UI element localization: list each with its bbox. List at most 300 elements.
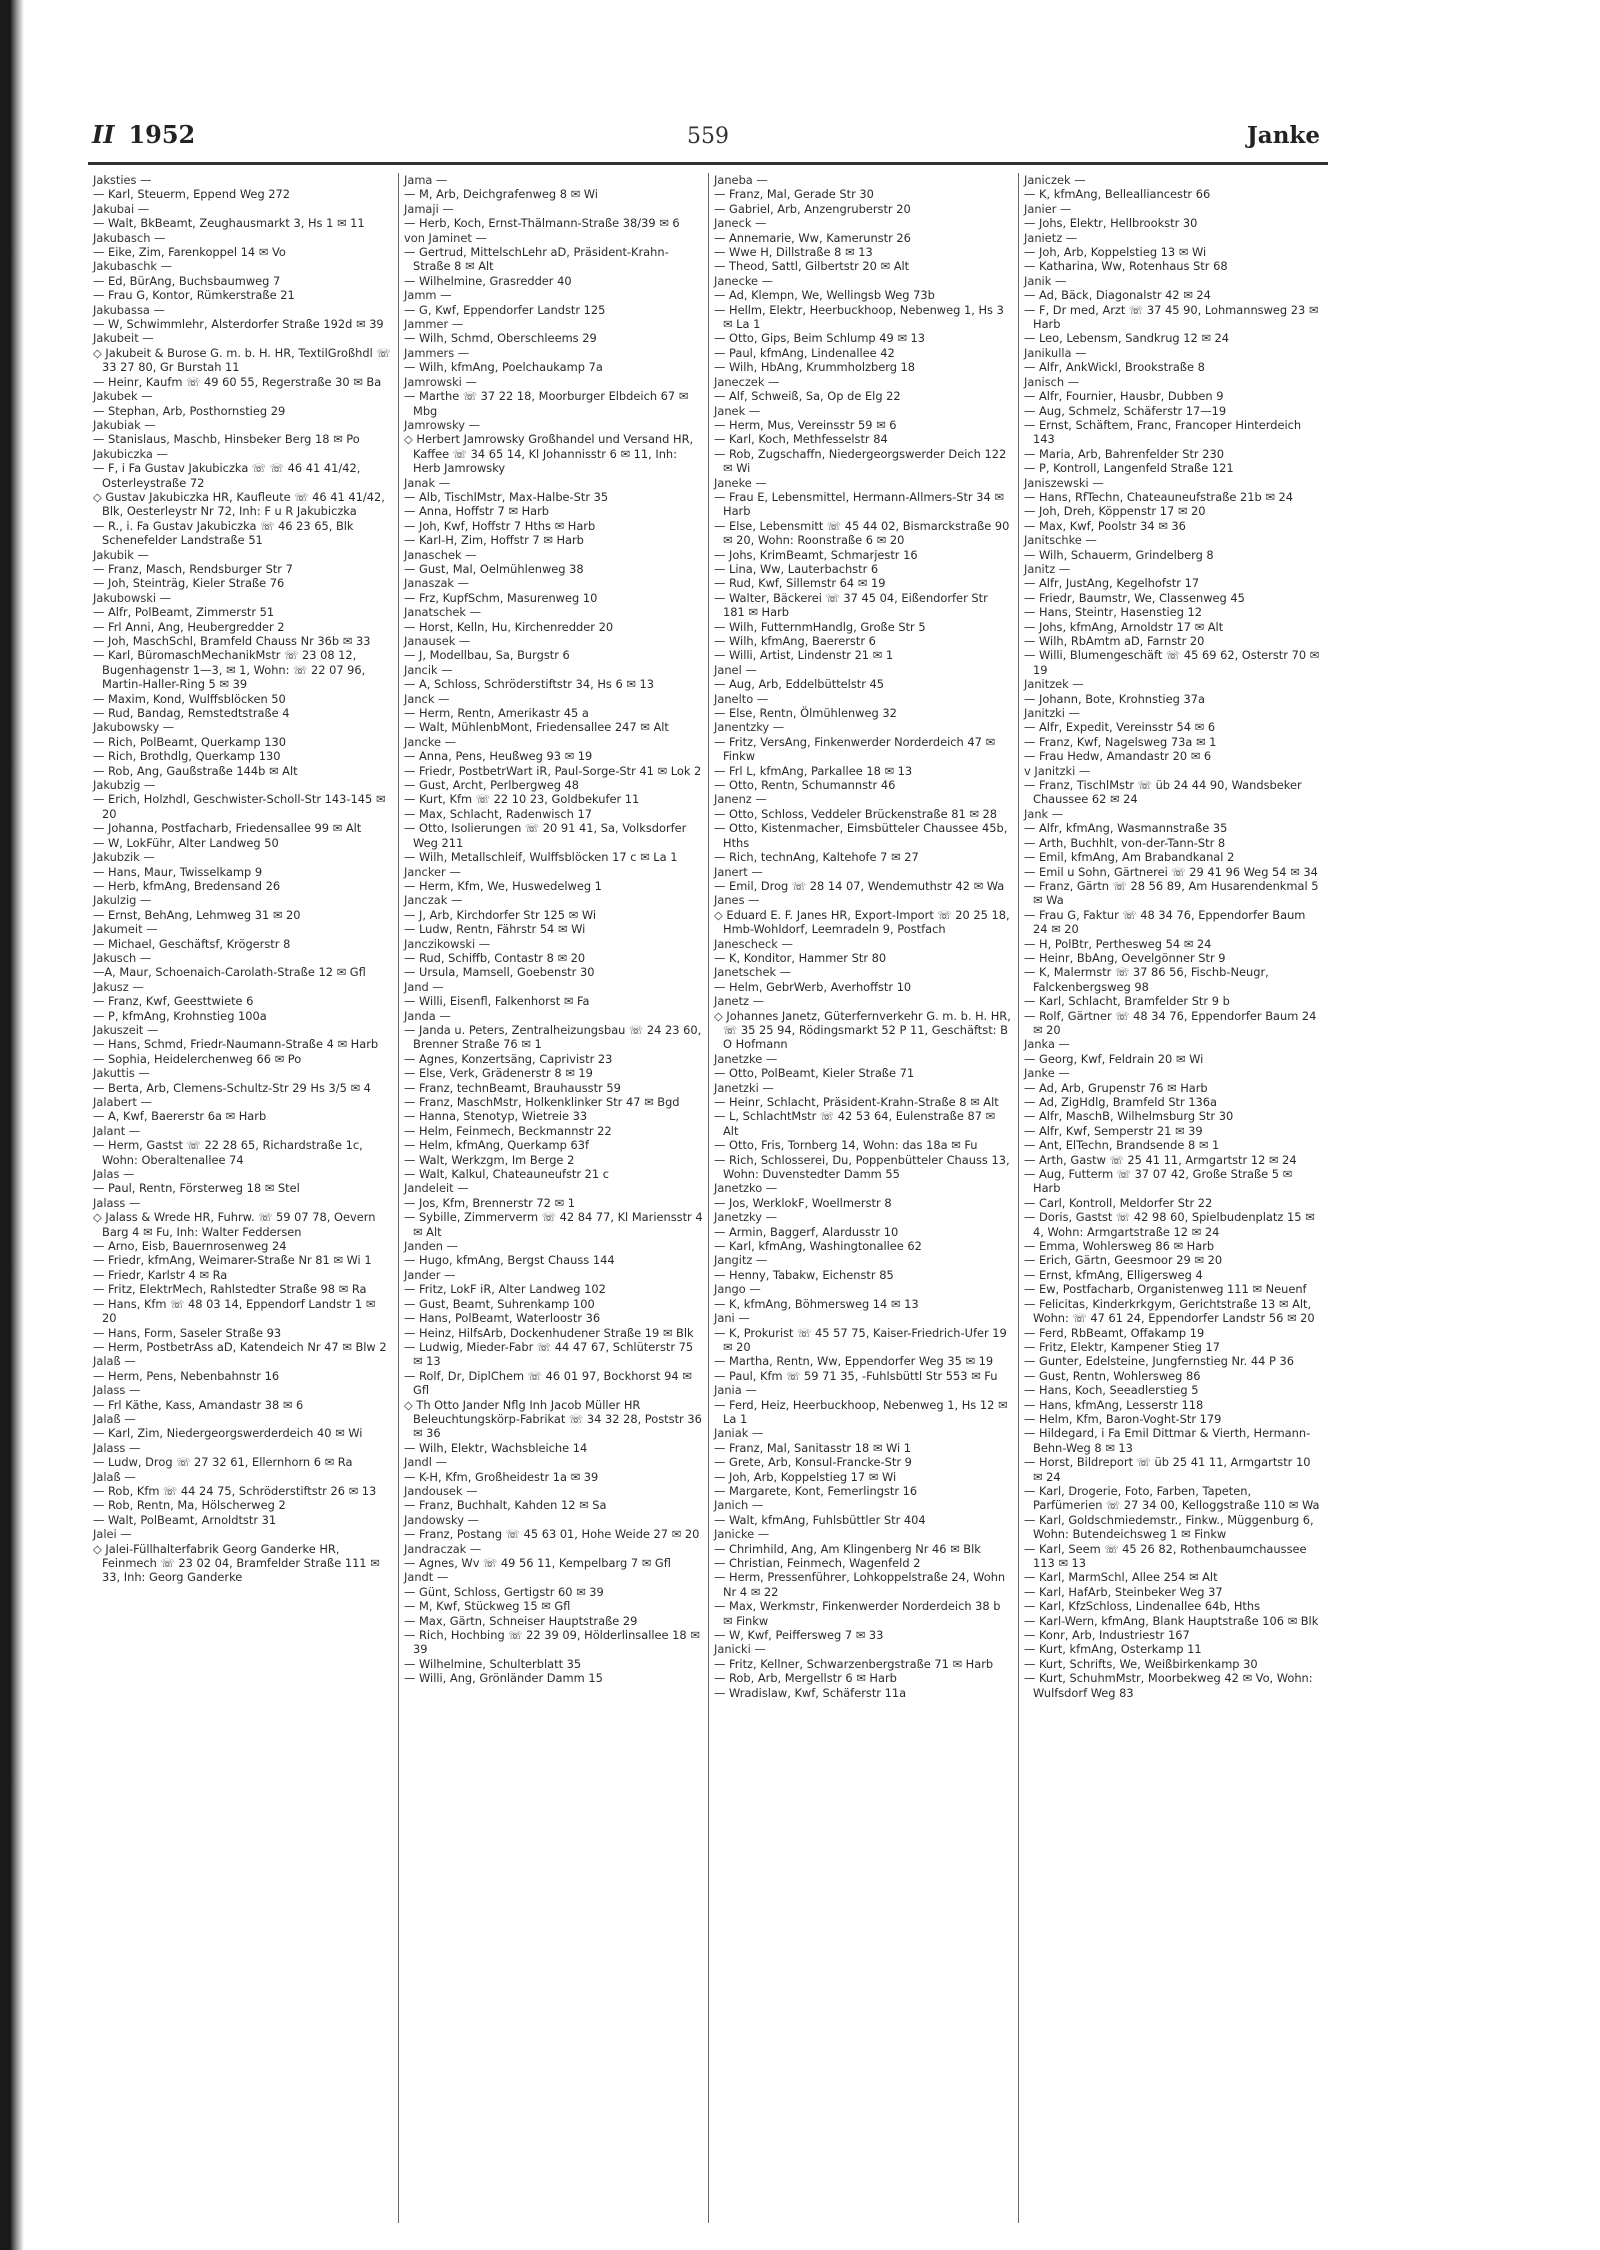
directory-entry: — Willi, Blumengeschäft ☏ 45 69 62, Osterstr 70 ✉ 19 <box>1024 648 1320 677</box>
directory-entry: Jakuszeit — <box>93 1022 159 1037</box>
directory-entry: — Wwe H, Dillstraße 8 ✉ 13 <box>714 245 873 260</box>
directory-entry: — Wilh, Elektr, Wachsbleiche 14 <box>404 1440 588 1455</box>
directory-entry: Jamrowsky — <box>404 417 481 432</box>
directory-entry: Janitzek — <box>1024 677 1084 692</box>
page-number: 559 <box>687 124 729 149</box>
directory-entry: — A, Kwf, Baererstr 6a ✉ Harb <box>93 1109 267 1124</box>
directory-entry: Janetzki — <box>714 1080 774 1095</box>
directory-entry: — Fritz, LokF iR, Alter Landweg 102 <box>404 1282 606 1297</box>
directory-entry: Jakubai — <box>93 201 150 216</box>
directory-entry: Jakusz — <box>93 979 144 994</box>
column-1 <box>88 173 398 2223</box>
directory-entry: — Eike, Zim, Farenkoppel 14 ✉ Vo <box>93 245 286 260</box>
directory-entry: Janes — <box>714 893 760 908</box>
directory-entry: — Karl, kfmAng, Washingtonallee 62 <box>714 1239 922 1254</box>
directory-entry: — J, Arb, Kirchdorfer Str 125 ✉ Wi <box>404 907 597 922</box>
directory-entry: — K, Prokurist ☏ 45 57 75, Kaiser-Friedrich-Ufer 19 ✉ 20 <box>714 1325 1007 1354</box>
directory-entry: — Johs, Elektr, Hellbrookstr 30 <box>1024 216 1198 231</box>
directory-entry: — Michael, Geschäftsf, Krögerstr 8 <box>93 936 291 951</box>
directory-entry: Jakubek — <box>93 389 153 404</box>
directory-entry: Jakubowsky — <box>93 720 175 735</box>
page-header <box>88 120 1328 165</box>
directory-entry: ◇ Jalass & Wrede HR, Fuhrw. ☏ 59 07 78, Oevern Barg 4 ✉ Fu, Inh: Walter Feddersen <box>93 1210 376 1239</box>
directory-entry: — Wilh, kfmAng, Poelchaukamp 7a <box>404 360 603 375</box>
directory-entry: — F, i Fa Gustav Jakubiczka ☏ ☏ 46 41 41/42, Osterleystraße 72 <box>93 461 361 490</box>
directory-entry: — Ferd, Heiz, Heerbuckhoop, Nebenweg 1, Hs 12 ✉ La 1 <box>714 1397 1008 1426</box>
directory-entry: — Georg, Kwf, Feldrain 20 ✉ Wi <box>1024 1051 1204 1066</box>
directory-entry: — Arth, Gastw ☏ 25 41 11, Armgartstr 12 ✉ 24 <box>1024 1152 1297 1167</box>
directory-entry: — Wilhelmine, Grasredder 40 <box>404 273 572 288</box>
directory-entry: — Rob, Zugschaffn, Niedergeorgswerder Deich 122 ✉ Wi <box>714 446 1007 476</box>
directory-entry: Jakubowski — <box>93 590 172 605</box>
directory-entry: — Wilhelmine, Schulterblatt 35 <box>404 1656 582 1671</box>
directory-entry: — Sophia, Heidelerchenweg 66 ✉ Po <box>93 1051 302 1066</box>
directory-entry: — Frl Anni, Ang, Heubergredder 2 <box>93 619 285 634</box>
directory-entry: — Hans, Form, Saseler Straße 93 <box>93 1325 282 1340</box>
directory-entry: — K-H, Kfm, Großheidestr 1a ✉ 39 <box>404 1469 599 1484</box>
directory-entry: — Franz, Mal, Gerade Str 30 <box>714 187 874 202</box>
directory-entry: — Franz, Kwf, Geesttwiete 6 <box>93 994 254 1009</box>
directory-entry: — G, Kwf, Eppendorfer Landstr 125 <box>404 302 606 317</box>
directory-entry: — Doris, Gastst ☏ 42 98 60, Spielbudenplatz 15 ✉ 4, Wohn: Armgartstraße 12 ✉ 24 <box>1024 1210 1315 1239</box>
directory-entry: — W, Schwimmlehr, Alsterdorfer Straße 192d ✉ 39 <box>93 317 384 332</box>
directory-entry: — Agnes, Konzertsäng, Caprivistr 23 <box>404 1051 613 1066</box>
directory-entry: Jalaß — <box>93 1469 136 1484</box>
directory-entry: — Hans, Steintr, Hasenstieg 12 <box>1024 605 1203 620</box>
directory-entry: Jamm — <box>404 288 452 303</box>
directory-entry: Jakusch — <box>93 950 152 965</box>
directory-entry: Janitzki — <box>1024 706 1080 721</box>
directory-entry: — Felicitas, Kinderkrkgym, Gerichtstraße 13 ✉ Alt, Wohn: ☏ 47 61 24, Eppendorfer Landstr 56 ✉ 20 <box>1024 1296 1315 1326</box>
directory-entry: — Ernst, kfmAng, Elligersweg 4 <box>1024 1267 1203 1282</box>
directory-entry: — Hildegard, i Fa Emil Dittmar & Vierth, Hermann-Behn-Weg 8 ✉ 13 <box>1024 1426 1311 1455</box>
directory-entry: — Erich, Holzhdl, Geschwister-Scholl-Str 143-145 ✉ 20 <box>93 792 386 821</box>
directory-entry: — Hans, RfTechn, Chateauneufstraße 21b ✉ 24 <box>1024 489 1294 504</box>
directory-entry: — Franz, Masch, Rendsburger Str 7 <box>93 561 293 576</box>
directory-entry: Jammers — <box>404 345 470 360</box>
directory-entry: — Gunter, Edelsteine, Jungfernstieg Nr. 44 P 36 <box>1024 1354 1294 1369</box>
directory-entry: — Heinz, HilfsArb, Dockenhudener Straße 19 ✉ Blk <box>404 1325 694 1340</box>
directory-entry: — Fritz, VersAng, Finkenwerder Norderdeich 47 ✉ Finkw <box>714 734 996 764</box>
directory-entry: — Janda u. Peters, Zentralheizungsbau ☏ 24 23 60, Brenner Straße 76 ✉ 1 <box>404 1022 702 1052</box>
directory-entry: Janaszak — <box>404 576 470 591</box>
directory-entry: — Maria, Arb, Bahrenfelder Str 230 <box>1024 446 1224 461</box>
directory-entry: — Hellm, Elektr, Heerbuckhoop, Nebenweg 1, Hs 3 ✉ La 1 <box>714 302 1004 332</box>
directory-entry: — Jos, Kfm, Brennerstr 72 ✉ 1 <box>404 1195 575 1210</box>
directory-entry: Jandl — <box>404 1455 447 1470</box>
directory-entry: — Alfr, JustAng, Kegelhofstr 17 <box>1024 576 1200 591</box>
directory-entry: — Friedr, kfmAng, Weimarer-Straße Nr 81 ✉ Wi 1 <box>93 1253 372 1268</box>
directory-entry: — Max, Schlacht, Radenwisch 17 <box>404 806 592 821</box>
directory-entry: — Hans, Koch, Seeadlerstieg 5 <box>1024 1383 1199 1398</box>
directory-entry: — Wilh, FutternmHandlg, Große Str 5 <box>714 619 926 634</box>
directory-entry: — Otto, Fris, Tornberg 14, Wohn: das 18a ✉ Fu <box>714 1138 978 1153</box>
directory-entry: Jakubzig — <box>93 778 156 793</box>
directory-entry: Janel — <box>714 662 757 677</box>
directory-entry: — W, LokFühr, Alter Landweg 50 <box>93 835 279 850</box>
directory-entry: Janert — <box>714 864 763 879</box>
directory-entry: — Hans, kfmAng, Lesserstr 118 <box>1024 1397 1204 1412</box>
directory-entry: ◇ Jalei-Füllhalterfabrik Georg Ganderke HR, Feinmech ☏ 23 02 04, Bramfelder Straße 111 ✉ 33, Inh: Georg Ganderke <box>93 1541 380 1585</box>
directory-entry: Janenz — <box>714 792 767 807</box>
directory-entry: Jangitz — <box>714 1253 768 1268</box>
directory-entry: — P, kfmAng, Krohnstieg 100a <box>93 1008 267 1023</box>
directory-entry: — Wradislaw, Kwf, Schäferstr 11a <box>714 1685 907 1700</box>
directory-entry: — Ed, BürAng, Buchsbaumweg 7 <box>93 273 281 288</box>
directory-entry: — Stanislaus, Maschb, Hinsbeker Berg 18 ✉ Po <box>93 432 360 447</box>
directory-entry: v Janitzki — <box>1024 763 1091 778</box>
directory-entry: Jakubaschk — <box>93 259 173 274</box>
directory-entry: — M, Kwf, Stückweg 15 ✉ Gfl <box>404 1599 571 1614</box>
directory-entry: Jakubassa — <box>93 302 165 317</box>
directory-entry: — Wilh, Schauerm, Grindelberg 8 <box>1024 547 1214 562</box>
directory-entry: Jakumeit — <box>93 922 158 937</box>
directory-entry: — Frl Käthe, Kass, Amandastr 38 ✉ 6 <box>93 1397 304 1412</box>
directory-entry: — Grete, Arb, Konsul-Francke-Str 9 <box>714 1455 912 1470</box>
directory-entry: — Kurt, Schrifts, We, Weißbirkenkamp 30 <box>1024 1656 1258 1671</box>
directory-entry: — Rich, Hochbing ☏ 22 39 09, Hölderlinsallee 18 ✉ 39 <box>404 1628 700 1657</box>
directory-entry: — Fritz, ElektrMech, Rahlstedter Straße 98 ✉ Ra <box>93 1282 367 1297</box>
directory-entry: — Otto, Isolierungen ☏ 20 91 41, Sa, Volksdorfer Weg 211 <box>404 821 687 850</box>
directory-entry: — Max, Werkmstr, Finkenwerder Norderdeich 38 b ✉ Finkw <box>714 1599 1001 1628</box>
directory-entry: — Wilh, Metallschleif, Wulffsblöcken 17 c ✉ La 1 <box>404 850 678 865</box>
directory-entry: Janietz — <box>1024 230 1078 245</box>
directory-entry: — P, Kontroll, Langenfeld Straße 121 <box>1024 461 1234 476</box>
directory-entry: — Rich, Schlosserei, Du, Poppenbütteler Chauss 13, Wohn: Duvenstedter Damm 55 <box>714 1152 1010 1182</box>
directory-entry: — Rob, Arb, Mergellstr 6 ✉ Harb <box>714 1671 897 1686</box>
directory-entry: Janecke — <box>714 273 774 288</box>
directory-entry: — Joh, Steinträg, Kieler Straße 76 <box>93 576 285 591</box>
directory-entry: Janda — <box>404 1008 451 1023</box>
directory-entry: — Franz, technBeamt, Brauhausstr 59 <box>404 1080 621 1095</box>
directory-entry: — Frl L, kfmAng, Parkallee 18 ✉ 13 <box>714 763 913 778</box>
directory-entry: — Rolf, Dr, DiplChem ☏ 46 01 97, Bockhorst 94 ✉ Gfl <box>404 1368 692 1398</box>
directory-entry: — Leo, Lebensm, Sandkrug 12 ✉ 24 <box>1024 331 1230 346</box>
directory-entry: ◇ Johannes Janetz, Güterfernverkehr G. m. b. H. HR, ☏ 35 25 94, Rödingsmarkt 52 P 11, Geschäftst: B O Hofmann <box>714 1008 1011 1052</box>
directory-entry: — Karl, BüromaschMechanikMstr ☏ 23 08 12, Bugenhagenstr 1—3, ✉ 1, Wohn: ☏ 22 07 96, Martin-Haller-Ring 5 ✉ 39 <box>93 648 366 692</box>
directory-entry: — Gust, Archt, Perlbergweg 48 <box>404 778 580 793</box>
directory-entry: — Friedr, Karlstr 4 ✉ Ra <box>93 1267 228 1282</box>
directory-entry: — Gust, Mal, Oelmühlenweg 38 <box>404 561 584 576</box>
directory-entry: — Franz, Gärtn ☏ 28 56 89, Am Husarendenkmal 5 ✉ Wa <box>1024 878 1319 908</box>
directory-entry: — Ernst, BehAng, Lehmweg 31 ✉ 20 <box>93 907 301 922</box>
directory-entry: — Walt, BkBeamt, Zeughausmarkt 3, Hs 1 ✉ 11 <box>93 216 365 231</box>
directory-entry: Janeczek — <box>714 374 780 389</box>
directory-entry: — Hugo, kfmAng, Bergst Chauss 144 <box>404 1253 615 1268</box>
directory-entry: Jandousek — <box>404 1483 478 1498</box>
directory-entry: — Jos, WerklokF, Woellmerstr 8 <box>714 1195 892 1210</box>
directory-entry: — Herm, PostbetrAss aD, Katendeich Nr 47 ✉ Blw 2 <box>93 1339 387 1354</box>
column-3 <box>708 173 1018 2223</box>
directory-entry: Janicki — <box>714 1642 766 1657</box>
directory-entry: — Henny, Tabakw, Eichenstr 85 <box>714 1267 894 1282</box>
directory-entry: — Friedr, Baumstr, We, Classenweg 45 <box>1024 590 1245 605</box>
directory-entry: — M, Arb, Deichgrafenweg 8 ✉ Wi <box>404 187 598 202</box>
directory-entry: — Ludwig, Mieder-Fabr ☏ 44 47 67, Schlüterstr 75 ✉ 13 <box>404 1339 694 1369</box>
directory-entry: — Chrimhild, Ang, Am Klingenberg Nr 46 ✉ Blk <box>714 1541 981 1556</box>
directory-entry: — Rolf, Gärtner ☏ 48 34 76, Eppendorfer Baum 24 ✉ 20 <box>1024 1008 1317 1037</box>
directory-entry: — Hans, PolBeamt, Waterloostr 36 <box>404 1311 601 1326</box>
directory-entry: — Alfr, MaschB, Wilhelmsburg Str 30 <box>1024 1109 1234 1124</box>
directory-entry: — Wilh, RbAmtm aD, Farnstr 20 <box>1024 634 1205 648</box>
directory-entry: — Marthe ☏ 37 22 18, Moorburger Elbdeich 67 ✉ Mbg <box>404 389 689 418</box>
directory-entry: Janke — <box>1024 1066 1070 1081</box>
directory-entry: — Paul, kfmAng, Lindenallee 42 <box>714 345 895 360</box>
running-head: Janke <box>1246 122 1320 149</box>
directory-entry: — F, Dr med, Arzt ☏ 37 45 90, Lohmannsweg 23 ✉ Harb <box>1024 302 1319 332</box>
directory-entry: Janiszewski — <box>1024 475 1104 490</box>
directory-entry: Jalei — <box>93 1527 132 1542</box>
directory-entry: Janczak — <box>404 893 463 908</box>
directory-entry: — Wilh, Schmd, Oberschleems 29 <box>404 331 597 346</box>
directory-entry: — Herm, Mus, Vereinsstr 59 ✉ 6 <box>714 417 897 432</box>
directory-entry: — Martha, Rentn, Ww, Eppendorfer Weg 35 ✉ 19 <box>714 1354 994 1369</box>
directory-entry: Janetzko — <box>714 1181 778 1196</box>
directory-entry: — Karl, Koch, Methfesselstr 84 <box>714 432 888 447</box>
directory-entry: Janek — <box>714 403 761 418</box>
directory-entry: Jalass — <box>93 1440 141 1455</box>
directory-entry: — Rud, Kwf, Sillemstr 64 ✉ 19 <box>714 576 886 591</box>
directory-entry: — Aug, Futterm ☏ 37 07 42, Große Straße 5 ✉ Harb <box>1024 1167 1293 1196</box>
directory-entry: — Karl-H, Zim, Hoffstr 7 ✉ Harb <box>404 533 584 548</box>
columns <box>88 173 1328 2223</box>
directory-entry: — Karl, Goldschmiedemstr., Finkw., Müggenburg 6, Wohn: Butendeichsweg 1 ✉ Finkw <box>1024 1512 1314 1542</box>
directory-entry: — Maxim, Kond, Wulffsblöcken 50 <box>93 691 286 706</box>
directory-entry: Janescheck — <box>714 936 793 951</box>
directory-entry: ◇ Jakubeit & Burose G. m. b. H. HR, TextilGroßhdl ☏ 33 27 80, Gr Burstah 11 <box>93 345 391 375</box>
directory-entry: — Rud, Bandag, Remstedtstraße 4 <box>93 706 290 721</box>
directory-entry: — Alb, TischlMstr, Max-Halbe-Str 35 <box>404 489 609 504</box>
directory-entry: — Lina, Ww, Lauterbachstr 6 <box>714 561 879 576</box>
directory-entry: — Arth, Buchhlt, von-der-Tann-Str 8 <box>1024 835 1226 850</box>
directory-entry: — K, kfmAng, Böhmersweg 14 ✉ 13 <box>714 1296 919 1311</box>
directory-entry: — Karl, KfzSchloss, Lindenallee 64b, Hths <box>1024 1599 1261 1614</box>
directory-entry: Jakubiczka — <box>93 446 168 461</box>
directory-entry: — Ad, Klempn, We, Wellingsb Weg 73b <box>714 288 935 303</box>
year-label: 1952 <box>128 120 196 149</box>
directory-entry: Janausek — <box>404 634 471 648</box>
directory-entry: ◇ Th Otto Jander Nflg Inh Jacob Müller HR Beleuchtungskörp-Fabrikat ☏ 34 32 28, Poststr 36 ✉ 36 <box>404 1397 702 1441</box>
directory-entry: — Horst, Kelln, Hu, Kirchenredder 20 <box>404 619 614 634</box>
directory-entry: — Alfr, PolBeamt, Zimmerstr 51 <box>93 605 275 620</box>
directory-entry: — Otto, Kistenmacher, Eimsbütteler Chaussee 45b, Hths <box>714 821 1008 850</box>
directory-entry: — Ad, Arb, Grupenstr 76 ✉ Harb <box>1024 1080 1208 1095</box>
directory-entry: ◇ Herbert Jamrowsky Großhandel und Versand HR, Kaffee ☏ 34 65 14, Kl Johannisstr 6 ✉ 11, Inh: Herb Jamrowsky <box>404 432 694 476</box>
directory-entry: Janicke — <box>714 1527 770 1542</box>
directory-entry: — Otto, Rentn, Schumannstr 46 <box>714 778 896 793</box>
directory-entry: Janden — <box>404 1239 459 1254</box>
directory-entry: — J, Modellbau, Sa, Burgstr 6 <box>404 648 570 663</box>
directory-entry: ◇ Eduard E. F. Janes HR, Export-Import ☏ 20 25 18, Hmb-Wohldorf, Leemradeln 9, Postfach <box>714 907 1010 937</box>
directory-entry: Janka — <box>1024 1037 1070 1052</box>
directory-entry: — Kurt, kfmAng, Osterkamp 11 <box>1024 1642 1202 1657</box>
directory-entry: — Willi, Ang, Grönländer Damm 15 <box>404 1671 603 1686</box>
directory-entry: Jakubeit — <box>93 331 154 346</box>
directory-entry: — Karl, Seem ☏ 45 26 82, Rothenbaumchaussee 113 ✉ 13 <box>1024 1541 1307 1570</box>
directory-entry: — Wilh, kfmAng, Baererstr 6 <box>714 634 876 648</box>
directory-entry: — Alfr, Expedit, Vereinsstr 54 ✉ 6 <box>1024 720 1216 735</box>
directory-entry: — Max, Gärtn, Schneiser Hauptstraße 29 <box>404 1613 638 1628</box>
directory-entry: — Ew, Postfacharb, Organistenweg 111 ✉ Neuenf <box>1024 1282 1307 1297</box>
directory-entry: — Christian, Feinmech, Wagenfeld 2 <box>714 1556 921 1570</box>
directory-entry: Jakubzik — <box>93 850 155 865</box>
directory-entry: Janisch — <box>1024 374 1080 389</box>
directory-entry: — Agnes, Wv ☏ 49 56 11, Kempelbarg 7 ✉ Gfl <box>404 1556 671 1570</box>
directory-entry: Jalaß — <box>93 1354 136 1369</box>
scan-edge <box>0 0 24 2250</box>
directory-page <box>88 120 1328 2230</box>
directory-entry: — Hans, Schmd, Friedr-Naumann-Straße 4 ✉ Harb <box>93 1037 379 1052</box>
directory-entry: — Rud, Schiffb, Contastr 8 ✉ 20 <box>404 950 586 965</box>
directory-entry: — Else, Verk, Grädenerstr 8 ✉ 19 <box>404 1066 593 1081</box>
directory-entry: — Fritz, Kellner, Schwarzenbergstraße 71 ✉ Harb <box>714 1656 994 1671</box>
directory-entry: — Rich, PolBeamt, Querkamp 130 <box>93 734 286 749</box>
directory-entry: Janak — <box>404 475 451 490</box>
directory-entry: — Aug, Arb, Eddelbüttelstr 45 <box>714 677 885 692</box>
directory-entry: — Kurt, Kfm ☏ 22 10 23, Goldbekufer 11 <box>404 792 640 807</box>
directory-entry: — Ad, ZigHdlg, Bramfeld Str 136a <box>1024 1095 1218 1109</box>
directory-entry: — Otto, PolBeamt, Kieler Straße 71 <box>714 1066 915 1081</box>
directory-entry: — Herm, Gastst ☏ 22 28 65, Richardstraße 1c, Wohn: Oberaltenallee 74 <box>93 1138 363 1167</box>
directory-entry: — Ferd, RbBeamt, Offakamp 19 <box>1024 1325 1205 1340</box>
directory-entry: — Joh, Arb, Koppelstieg 17 ✉ Wi <box>714 1469 897 1484</box>
directory-entry: — Herm, Rentn, Amerikastr 45 a <box>404 706 589 721</box>
directory-entry: — Emil, kfmAng, Am Brabandkanal 2 <box>1024 850 1235 865</box>
directory-entry: — Herm, Pressenführer, Lohkoppelstraße 24, Wohn Nr 4 ✉ 22 <box>714 1570 1006 1599</box>
directory-entry: — Carl, Kontroll, Meldorfer Str 22 <box>1024 1195 1213 1210</box>
directory-entry: — Helm, GebrWerb, Averhoffstr 10 <box>714 979 912 994</box>
directory-entry: — Helm, kfmAng, Querkamp 63f <box>404 1138 589 1153</box>
directory-entry: — Frau G, Kontor, Rümkerstraße 21 <box>93 288 295 303</box>
directory-entry: — Gertrud, MittelschLehr aD, Präsident-Krahn-Straße 8 ✉ Alt <box>404 245 669 274</box>
directory-entry: — Herb, kfmAng, Bredensand 26 <box>93 878 281 893</box>
directory-entry: Jaksties — <box>93 173 152 187</box>
directory-entry: — Willi, Artist, Lindenstr 21 ✉ 1 <box>714 648 894 663</box>
directory-entry: — Alfr, AnkWickl, Brookstraße 8 <box>1024 360 1205 375</box>
directory-entry: — W, Kwf, Peiffersweg 7 ✉ 33 <box>714 1628 884 1643</box>
directory-entry: — Rob, Ang, Gaußstraße 144b ✉ Alt <box>93 763 298 778</box>
directory-entry: — Else, Rentn, Ölmühlenweg 32 <box>714 706 897 721</box>
directory-entry: — Gust, Rentn, Wohlersweg 86 <box>1024 1368 1201 1383</box>
directory-entry: Jania — <box>714 1383 757 1398</box>
directory-entry: — Alf, Schweiß, Sa, Op de Elg 22 <box>714 389 901 404</box>
directory-entry: — Walt, Kalkul, Chateauneufstr 21 c <box>404 1167 610 1182</box>
directory-entry: — Hans, Maur, Twisselkamp 9 <box>93 864 263 879</box>
directory-entry: Jakulzig — <box>93 893 152 908</box>
directory-entry: — Walt, PolBeamt, Arnoldtstr 31 <box>93 1512 277 1527</box>
directory-entry: — Johanna, Postfacharb, Friedensallee 99 ✉ Alt <box>93 821 362 836</box>
directory-entry: — Hans, Kfm ☏ 48 03 14, Eppendorf Landstr 1 ✉ 20 <box>93 1296 376 1326</box>
directory-entry: — Rich, technAng, Kaltehofe 7 ✉ 27 <box>714 850 919 865</box>
directory-entry: — Rob, Kfm ☏ 44 24 75, Schröderstiftstr 26 ✉ 13 <box>93 1483 377 1498</box>
directory-entry: — Heinr, Kaufm ☏ 49 60 55, Regerstraße 30 ✉ Ba <box>93 374 382 389</box>
directory-entry: — Johs, KrimBeamt, Schmarjestr 16 <box>714 547 918 562</box>
directory-entry: — Karl, Zim, Niedergeorgswerderdeich 40 ✉ Wi <box>93 1426 363 1441</box>
directory-entry: Janelto — <box>714 691 769 706</box>
directory-entry: — Wilh, HbAng, Krummholzberg 18 <box>714 360 916 375</box>
directory-entry: von Jaminet — <box>404 230 487 245</box>
directory-entry: Jandt — <box>404 1570 449 1585</box>
directory-entry: Janier — <box>1024 201 1072 216</box>
directory-entry: — Emil u Sohn, Gärtnerei ☏ 29 41 96 Weg 54 ✉ 34 <box>1024 864 1318 879</box>
directory-entry: Jango — <box>714 1282 761 1297</box>
directory-entry: — Karl, HafArb, Steinbeker Weg 37 <box>1024 1584 1223 1599</box>
directory-entry: — Stephan, Arb, Posthornstieg 29 <box>93 403 286 418</box>
directory-entry: Janiczek — <box>1024 173 1086 187</box>
directory-entry: — Franz, Postang ☏ 45 63 01, Hohe Weide 27 ✉ 20 <box>404 1527 700 1542</box>
column-4 <box>1018 173 1328 2223</box>
directory-entry: — Franz, Buchhalt, Kahden 12 ✉ Sa <box>404 1498 607 1513</box>
directory-entry: — Sybille, Zimmerverm ☏ 42 84 77, Kl Mariensstr 4 ✉ Alt <box>404 1210 703 1239</box>
directory-entry: — Else, Lebensmitt ☏ 45 44 02, Bismarckstraße 90 ✉ 20, Wohn: Roonstraße 6 ✉ 20 <box>714 518 1010 548</box>
directory-entry: — Walter, Bäckerei ☏ 37 45 04, Eißendorfer Str 181 ✉ Harb <box>714 590 988 620</box>
directory-entry: Jalass — <box>93 1383 141 1398</box>
directory-entry: Jandeleit — <box>404 1181 469 1196</box>
directory-entry: — Willi, Eisenfl, Falkenhorst ✉ Fa <box>404 994 590 1009</box>
directory-entry: Jancik — <box>404 662 453 677</box>
directory-entry: — A, Schloss, Schröderstiftstr 34, Hs 6 ✉ 13 <box>404 677 654 692</box>
directory-entry: — Aug, Schmelz, Schäferstr 17—19 <box>1024 403 1227 418</box>
directory-entry: Jancker — <box>404 864 461 879</box>
directory-entry: Jalaß — <box>93 1411 136 1426</box>
directory-entry: Jamaji — <box>404 201 454 216</box>
directory-entry: Jakubasch — <box>93 230 166 245</box>
directory-entry: Janiak — <box>714 1426 764 1441</box>
directory-entry: — Gabriel, Arb, Anzengruberstr 20 <box>714 201 911 216</box>
directory-entry: — Franz, Mal, Sanitasstr 18 ✉ Wi 1 <box>714 1440 912 1455</box>
directory-entry: Janikulla — <box>1024 345 1087 360</box>
directory-entry: — Günt, Schloss, Gertigstr 60 ✉ 39 <box>404 1584 604 1599</box>
directory-entry: — Helm, Kfm, Baron-Voght-Str 179 <box>1024 1411 1222 1426</box>
directory-entry: — Joh, Arb, Koppelstieg 13 ✉ Wi <box>1024 245 1207 260</box>
directory-entry: Janeck — <box>714 216 767 231</box>
directory-entry: — Ad, Bäck, Diagonalstr 42 ✉ 24 <box>1024 288 1211 303</box>
directory-entry: — Frau E, Lebensmittel, Hermann-Allmers-Str 34 ✉ Harb <box>714 489 1004 519</box>
directory-entry: — Arno, Eisb, Bauernrosenweg 24 <box>93 1239 287 1254</box>
directory-entry: — Frau Hedw, Amandastr 20 ✉ 6 <box>1024 749 1212 764</box>
directory-entry: — Karl, Steuerm, Eppend Weg 272 <box>93 187 291 202</box>
directory-entry: — Katharina, Ww, Rotenhaus Str 68 <box>1024 259 1228 274</box>
directory-entry: — Walt, MühlenbMont, Friedensallee 247 ✉ Alt <box>404 720 669 735</box>
directory-entry: — Otto, Schloss, Veddeler Brückenstraße 81 ✉ 28 <box>714 806 997 821</box>
directory-entry: — Ant, ElTechn, Brandsende 8 ✉ 1 <box>1024 1138 1220 1153</box>
directory-entry: Janeke — <box>714 475 767 490</box>
directory-entry: Janaschek — <box>404 547 477 562</box>
directory-entry: Janik — <box>1024 273 1067 288</box>
directory-entry: Jammer — <box>404 317 464 332</box>
directory-entry: — K, kfmAng, Bellealliancestr 66 <box>1024 187 1211 202</box>
directory-entry: — Erich, Gärtn, Geesmoor 29 ✉ 20 <box>1024 1253 1223 1268</box>
directory-entry: — Joh, MaschSchl, Bramfeld Chauss Nr 36b ✉ 33 <box>93 634 371 648</box>
directory-entry: Jander — <box>404 1267 456 1282</box>
directory-entry: Janitz — <box>1024 561 1071 576</box>
directory-entry: — Heinr, BbAng, Oevelgönner Str 9 <box>1024 950 1226 965</box>
directory-entry: — Joh, Dreh, Köppenstr 17 ✉ 20 <box>1024 504 1206 519</box>
directory-entry: Janitschke — <box>1024 533 1097 548</box>
directory-entry: — Armin, Baggerf, Alardusstr 10 <box>714 1224 899 1239</box>
directory-entry: — Annemarie, Ww, Kamerunstr 26 <box>714 230 911 245</box>
directory-entry: — Otto, Gips, Beim Schlump 49 ✉ 13 <box>714 331 926 346</box>
directory-entry: — Alfr, Kwf, Semperstr 21 ✉ 39 <box>1024 1123 1203 1138</box>
column-2 <box>398 173 708 2223</box>
directory-entry: Jalant — <box>93 1123 141 1138</box>
directory-entry: — Max, Kwf, Poolstr 34 ✉ 36 <box>1024 518 1186 533</box>
directory-entry: — Hanna, Stenotyp, Wietreie 33 <box>404 1109 588 1124</box>
directory-entry: — Franz, Kwf, Nagelsweg 73a ✉ 1 <box>1024 734 1217 749</box>
directory-entry: — Walt, Werkzgm, Im Berge 2 <box>404 1152 575 1167</box>
directory-entry: Janich — <box>714 1498 764 1513</box>
directory-entry: — Paul, Rentn, Försterweg 18 ✉ Stel <box>93 1181 300 1196</box>
